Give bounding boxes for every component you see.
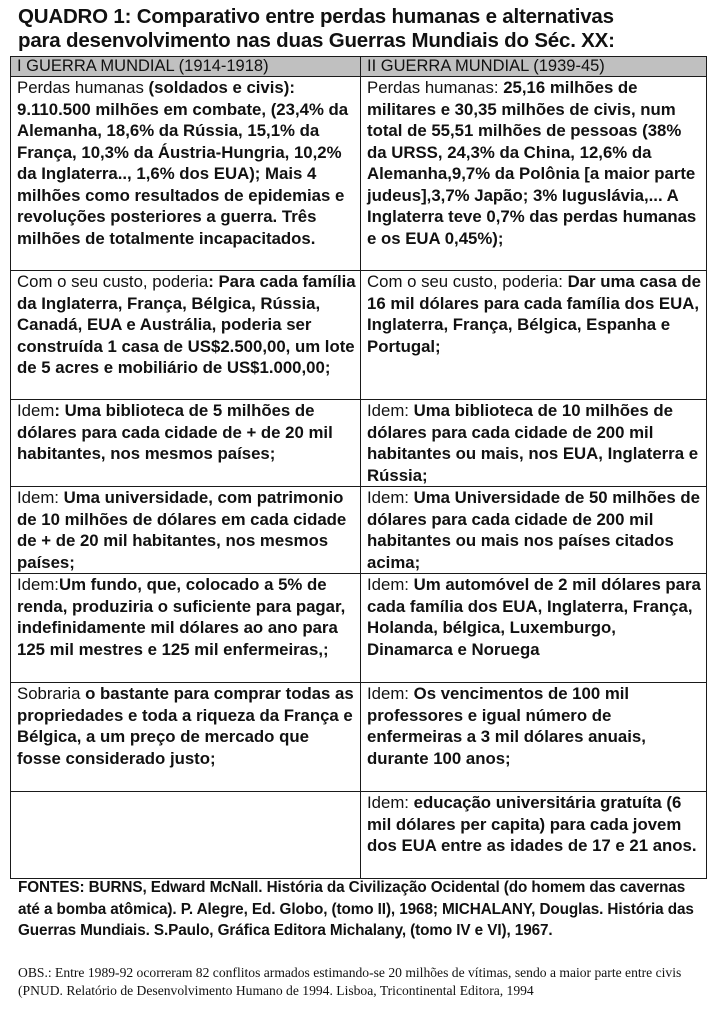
table-cell [361, 400, 707, 487]
cell-label: Idem: [17, 488, 64, 507]
cell-label: Com o seu custo, poderia: [367, 272, 568, 291]
cell-label: Idem: [367, 488, 414, 507]
title-line-2: para desenvolvimento nas duas Guerras Mundiais do Séc. XX: [18, 29, 615, 52]
cell-text: (soldados e civis): 9.110.500 milhões em combate, (23,4% da Alemanha, 18,6% da Rússia, 15,1% da França, 10,3% da Áustria-Hungria, 10,2% da Inglaterra.., 1,6% dos EUA); Mais 4 milhões como resultados de epidemias e revoluções posteriores a guerra. Três milhões de totalmente incapacitados. [17, 78, 349, 248]
cell-label: Perdas humanas [17, 78, 149, 97]
table-row-fund-automobile [11, 574, 707, 683]
table-row-housing [11, 271, 707, 400]
table-cell [361, 574, 707, 683]
table-cell-empty [11, 792, 361, 879]
table-cell [11, 271, 361, 400]
table-cell [361, 792, 707, 879]
cell-text: : Para cada família da Inglaterra, França, Bélgica, Rússia, Canadá, EUA e Austrália, poderia ser construída 1 casa de US$2.500,00, um lote de 5 acres e mobiliário de US$1.000,00; [17, 272, 356, 377]
cell-label: Idem: [367, 575, 414, 594]
table-row-education [11, 792, 707, 879]
table-cell [11, 574, 361, 683]
column-header-ww1: I GUERRA MUNDIAL (1914-1918) [11, 57, 361, 77]
cell-label: Com o seu custo, poderia [17, 272, 209, 291]
comparison-table [10, 56, 707, 879]
observation-note: OBS.: Entre 1989-92 ocorreram 82 conflitos armados estimando-se 20 milhões de vítimas, sendo a maior parte entre civis (PNUD. Relatório de Desenvolvimento Humano de 1994. Lisboa, Tricontinental Editora, 1994 [18, 965, 682, 998]
cell-label: Idem: [367, 793, 414, 812]
cell-label: Idem [17, 401, 55, 420]
table-cell [361, 271, 707, 400]
table-row-property-salaries [11, 683, 707, 792]
table-header-row [11, 57, 707, 77]
cell-text: Um automóvel de 2 mil dólares para cada família dos EUA, Inglaterra, França, Holanda, bélgica, Luxemburgo, Dinamarca e Noruega [367, 575, 701, 659]
cell-text: Uma Universidade de 50 milhões de dólares para cada cidade de 200 mil habitantes ou mais nos países citados acima; [367, 488, 700, 572]
cell-label: Idem: [367, 684, 414, 703]
table-cell [11, 77, 361, 271]
table-row-library [11, 400, 707, 487]
table-cell [361, 683, 707, 792]
title-line-1: QUADRO 1: Comparativo entre perdas humanas e alternativas [18, 5, 614, 28]
cell-text: 25,16 milhões de militares e 30,35 milhões de civis, num total de 55,51 milhões de pessoas (38% da URSS, 24,3% da China, 12,6% da Alemanha,9,7% da Polônia [a maior parte judeus],3,7% Japão; 3% Iuguslávia,... A Inglaterra teve 0,7% das perdas humanas e os EUA 0,45%); [367, 78, 697, 248]
table-cell [11, 400, 361, 487]
table-cell [361, 77, 707, 271]
cell-text: Os vencimentos de 100 mil professores e igual número de enfermeiras a 3 mil dólares anuais, durante 100 anos; [367, 684, 646, 768]
cell-label: Perdas humanas: [367, 78, 504, 97]
cell-text: o bastante para comprar todas as propriedades e toda a riqueza da França e Bélgica, a um preço de mercado que fosse considerado justo; [17, 684, 354, 768]
document-title [18, 5, 708, 53]
table-cell [11, 487, 361, 574]
cell-text: educação universitária gratuíta (6 mil dólares per capita) para cada jovem dos EUA entre as idades de 17 e 21 anos. [367, 793, 697, 855]
sources-note: FONTES: BURNS, Edward McNall. História da Civilização Ocidental (do homem das cavernas até a bomba atômica). P. Alegre, Ed. Globo, (tomo II), 1968; MICHALANY, Douglas. História das Guerras Mundiais. S.Paulo, Gráfica Editora Michalany, (tomo IV e VI), 1967. [18, 879, 694, 939]
table-row-university [11, 487, 707, 574]
cell-text: Um fundo, que, colocado a 5% de renda, produziria o suficiente para pagar, indefinidamente mil dólares ao ano para 125 mil mestres e 125 mil enfermeiras,; [17, 575, 346, 659]
cell-label: Idem: [367, 401, 414, 420]
cell-text: Uma biblioteca de 10 milhões de dólares para cada cidade de 200 mil habitantes ou mais, nos EUA, Inglaterra e Rússia; [367, 401, 699, 485]
cell-label: Idem: [17, 575, 59, 594]
table-cell [361, 487, 707, 574]
cell-label: Sobraria [17, 684, 86, 703]
cell-text: : Uma biblioteca de 5 milhões de dólares para cada cidade de + de 20 mil habitantes, nos mesmos países; [17, 401, 333, 463]
column-header-ww2: II GUERRA MUNDIAL (1939-45) [361, 57, 707, 77]
table-row-human-losses [11, 77, 707, 271]
table-cell [11, 683, 361, 792]
cell-text: Dar uma casa de 16 mil dólares para cada família dos EUA, Inglaterra, França, Bélgica, Espanha e Portugal; [367, 272, 701, 356]
cell-text: Uma universidade, com patrimonio de 10 milhões de dólares em cada cidade de + de 20 mil habitantes, nos mesmos países; [17, 488, 347, 572]
